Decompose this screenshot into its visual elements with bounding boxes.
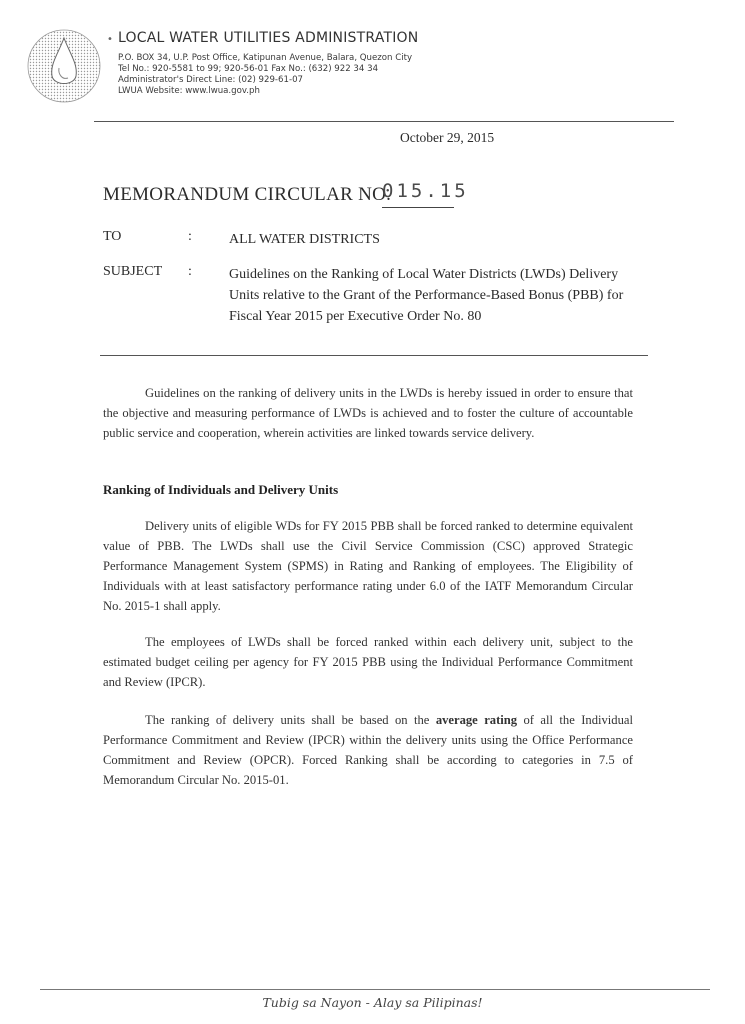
lwua-logo	[26, 28, 102, 104]
telephone-line: Tel No.: 920-5581 to 99; 920-56-01 Fax No.: (632) 922 34 34	[118, 64, 379, 74]
body-paragraph-2	[103, 632, 633, 692]
organization-name: LOCAL WATER UTILITIES ADMINISTRATION	[118, 30, 419, 46]
memo-date: October 29, 2015	[400, 130, 495, 145]
intro-paragraph	[103, 383, 633, 443]
address-line: P.O. BOX 34, U.P. Post Office, Katipunan Avenue, Balara, Quezon City	[118, 53, 413, 63]
subject-colon: :	[188, 264, 192, 279]
section-heading: Ranking of Individuals and Delivery Units	[103, 482, 339, 497]
intro-paragraph-text: Guidelines on the ranking of delivery units in the LWDs is hereby issued in order to ensure that the objective and measuring performance of LWDs is achieved and to foster the culture of accountable public service and cooperation, wherein activities are linked towards service delivery.	[103, 386, 633, 440]
memo-number-underline	[382, 207, 454, 208]
to-label: TO	[103, 229, 122, 244]
body-paragraph-3-emphasis: average rating	[435, 713, 518, 727]
memo-number: 015.15	[382, 180, 469, 202]
letterhead-mark: •	[107, 34, 113, 45]
footer-motto: Tubig sa Nayon - Alay sa Pilipinas!	[262, 995, 483, 1010]
subject-text: Guidelines on the Ranking of Local Water Districts (LWDs) Delivery Units relative to the Grant of the Performance-Based Bonus (PBB) for Fiscal Year 2015 per Executive Order No. 80	[229, 267, 624, 324]
letterhead-divider	[94, 121, 674, 122]
body-paragraph-2-text: The employees of LWDs shall be forced ranked within each delivery unit, subject to the estimated budget ceiling per agency for FY 2015 PBB using the Individual Performance Commitment and Review (IPCR).	[103, 635, 633, 689]
body-paragraph-3-text-b: of all the Individual Performance Commitment and Review (IPCR) within the delivery units using the Office Performance Commitment and Review (OPCR). Forced Ranking shall be according to categories in 7.5 of Memorandum Circular No. 2015-01.	[103, 713, 633, 787]
body-paragraph-3	[103, 710, 633, 790]
memo-title: MEMORANDUM CIRCULAR NO.	[103, 184, 392, 205]
header-divider	[100, 355, 648, 356]
footer-divider	[40, 989, 710, 990]
to-recipient: ALL WATER DISTRICTS	[229, 232, 380, 247]
body-paragraph-3-text-a: The ranking of delivery units shall be based on the	[145, 713, 436, 727]
to-colon: :	[188, 229, 192, 244]
body-paragraph-1-text: Delivery units of eligible WDs for FY 2015 PBB shall be forced ranked to determine equivalent value of PBB. The LWDs shall use the Civil Service Commission (CSC) approved Strategic Performance Management System (SPMS) in Rating and Ranking of employees. The Eligibility of Individuals with at least satisfactory performance rating under 6.0 of the IATF Memorandum Circular No. 2015-1 shall apply.	[103, 519, 633, 613]
subject-label: SUBJECT	[103, 264, 163, 279]
body-paragraph-1	[103, 516, 633, 616]
administrator-line: Administrator's Direct Line: (02) 929-61-07	[118, 75, 304, 85]
website-line: LWUA Website: www.lwua.gov.ph	[118, 86, 260, 96]
